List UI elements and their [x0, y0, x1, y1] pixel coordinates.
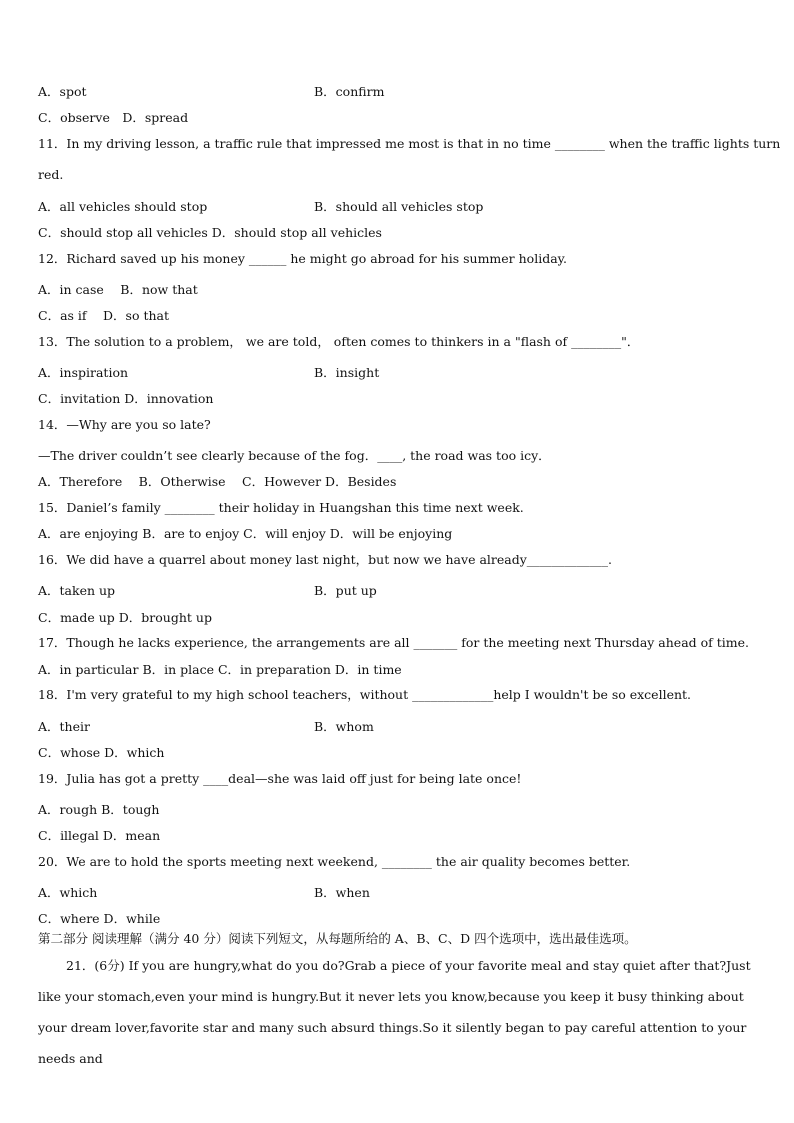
- question-13: 13．The solution to a problem， we are told， often comes to thinkers in a "flash of ________"．: [38, 334, 640, 349]
- option-line: C．should stop all vehicles D．should stop all vehicles: [38, 225, 382, 240]
- question-18: 18．I'm very grateful to my high school teachers，without _____________help I wouldn't be so excellent.: [38, 687, 692, 702]
- option-line: A．inspiration: [38, 365, 129, 380]
- option-line: A．in particular B．in place C．in preparation D．in time: [38, 662, 402, 677]
- reading-passage: 21．(6分) If you are hungry,what do you do?Grab a piece of your favorite meal and stay quiet after that?Just like your stomach,even your mind is hungry.But it never lets you know,because you keep it busy thinking about your dream lover,favorite star and many such absurd things.So it silently began to pay careful attention to your needs and: [38, 958, 751, 1066]
- question-17: 17．Though he lacks experience, the arrangements are all _______ for the meeting next Thursday ahead of time.: [38, 635, 749, 650]
- option-line: A．are enjoying B．are to enjoy C．will enjoy D．will be enjoying: [38, 526, 453, 541]
- option-line: C．whose D．which: [38, 745, 165, 760]
- option-line: B．whom: [314, 719, 374, 734]
- option-line: A．all vehicles should stop: [38, 199, 208, 214]
- option-line: B．insight: [314, 365, 380, 380]
- question-11: 11．In my driving lesson, a traffic rule that impressed me most is that in no time ________ when the traffic lights turn: [38, 136, 781, 151]
- option-line: C．observe D．spread: [38, 110, 189, 125]
- option-line: B．when: [314, 885, 370, 900]
- option-line: B．confirm: [314, 84, 385, 99]
- question-15: 15．Daniel’s family ________ their holiday in Huangshan this time next week.: [38, 500, 524, 515]
- section-heading: 第二部分 阅读理解（满分 40 分）阅读下列短文，从每题所给的 A、B、C、D 四个选项中，选出最佳选项。: [38, 931, 637, 946]
- question-14: 14．—Why are you so late?: [38, 417, 211, 432]
- option-line: C．as if D．so that: [38, 308, 169, 323]
- option-line: C．made up D．brought up: [38, 610, 212, 625]
- option-line: B．put up: [314, 583, 377, 598]
- option-line: A．in case B．now that: [38, 282, 198, 297]
- option-line: A．rough B．tough: [38, 802, 160, 817]
- option-line: C．illegal D．mean: [38, 828, 161, 843]
- question-19: 19．Julia has got a pretty ____deal—she was laid off just for being late once!: [38, 771, 522, 786]
- option-line: A．their: [38, 719, 90, 734]
- question-text-continuation: —The driver couldn’t see clearly because of the fog．____, the road was too icy．: [38, 448, 551, 463]
- option-line: B．should all vehicles stop: [314, 199, 484, 214]
- option-line: C．where D．while: [38, 911, 161, 926]
- option-line: A．which: [38, 885, 98, 900]
- question-16: 16．We did have a quarrel about money last night，but now we have already_____________.: [38, 552, 613, 567]
- question-20: 20．We are to hold the sports meeting next weekend, ________ the air quality becomes better.: [38, 854, 631, 869]
- option-line: A．Therefore B．Otherwise C．However D．Besides: [38, 474, 397, 489]
- question-12: 12．Richard saved up his money ______ he might go abroad for his summer holiday.: [38, 251, 568, 266]
- option-line: A．spot: [38, 84, 87, 99]
- option-line: C．invitation D．innovation: [38, 391, 214, 406]
- question-text-continuation: red.: [38, 167, 64, 182]
- option-line: A．taken up: [38, 583, 116, 598]
